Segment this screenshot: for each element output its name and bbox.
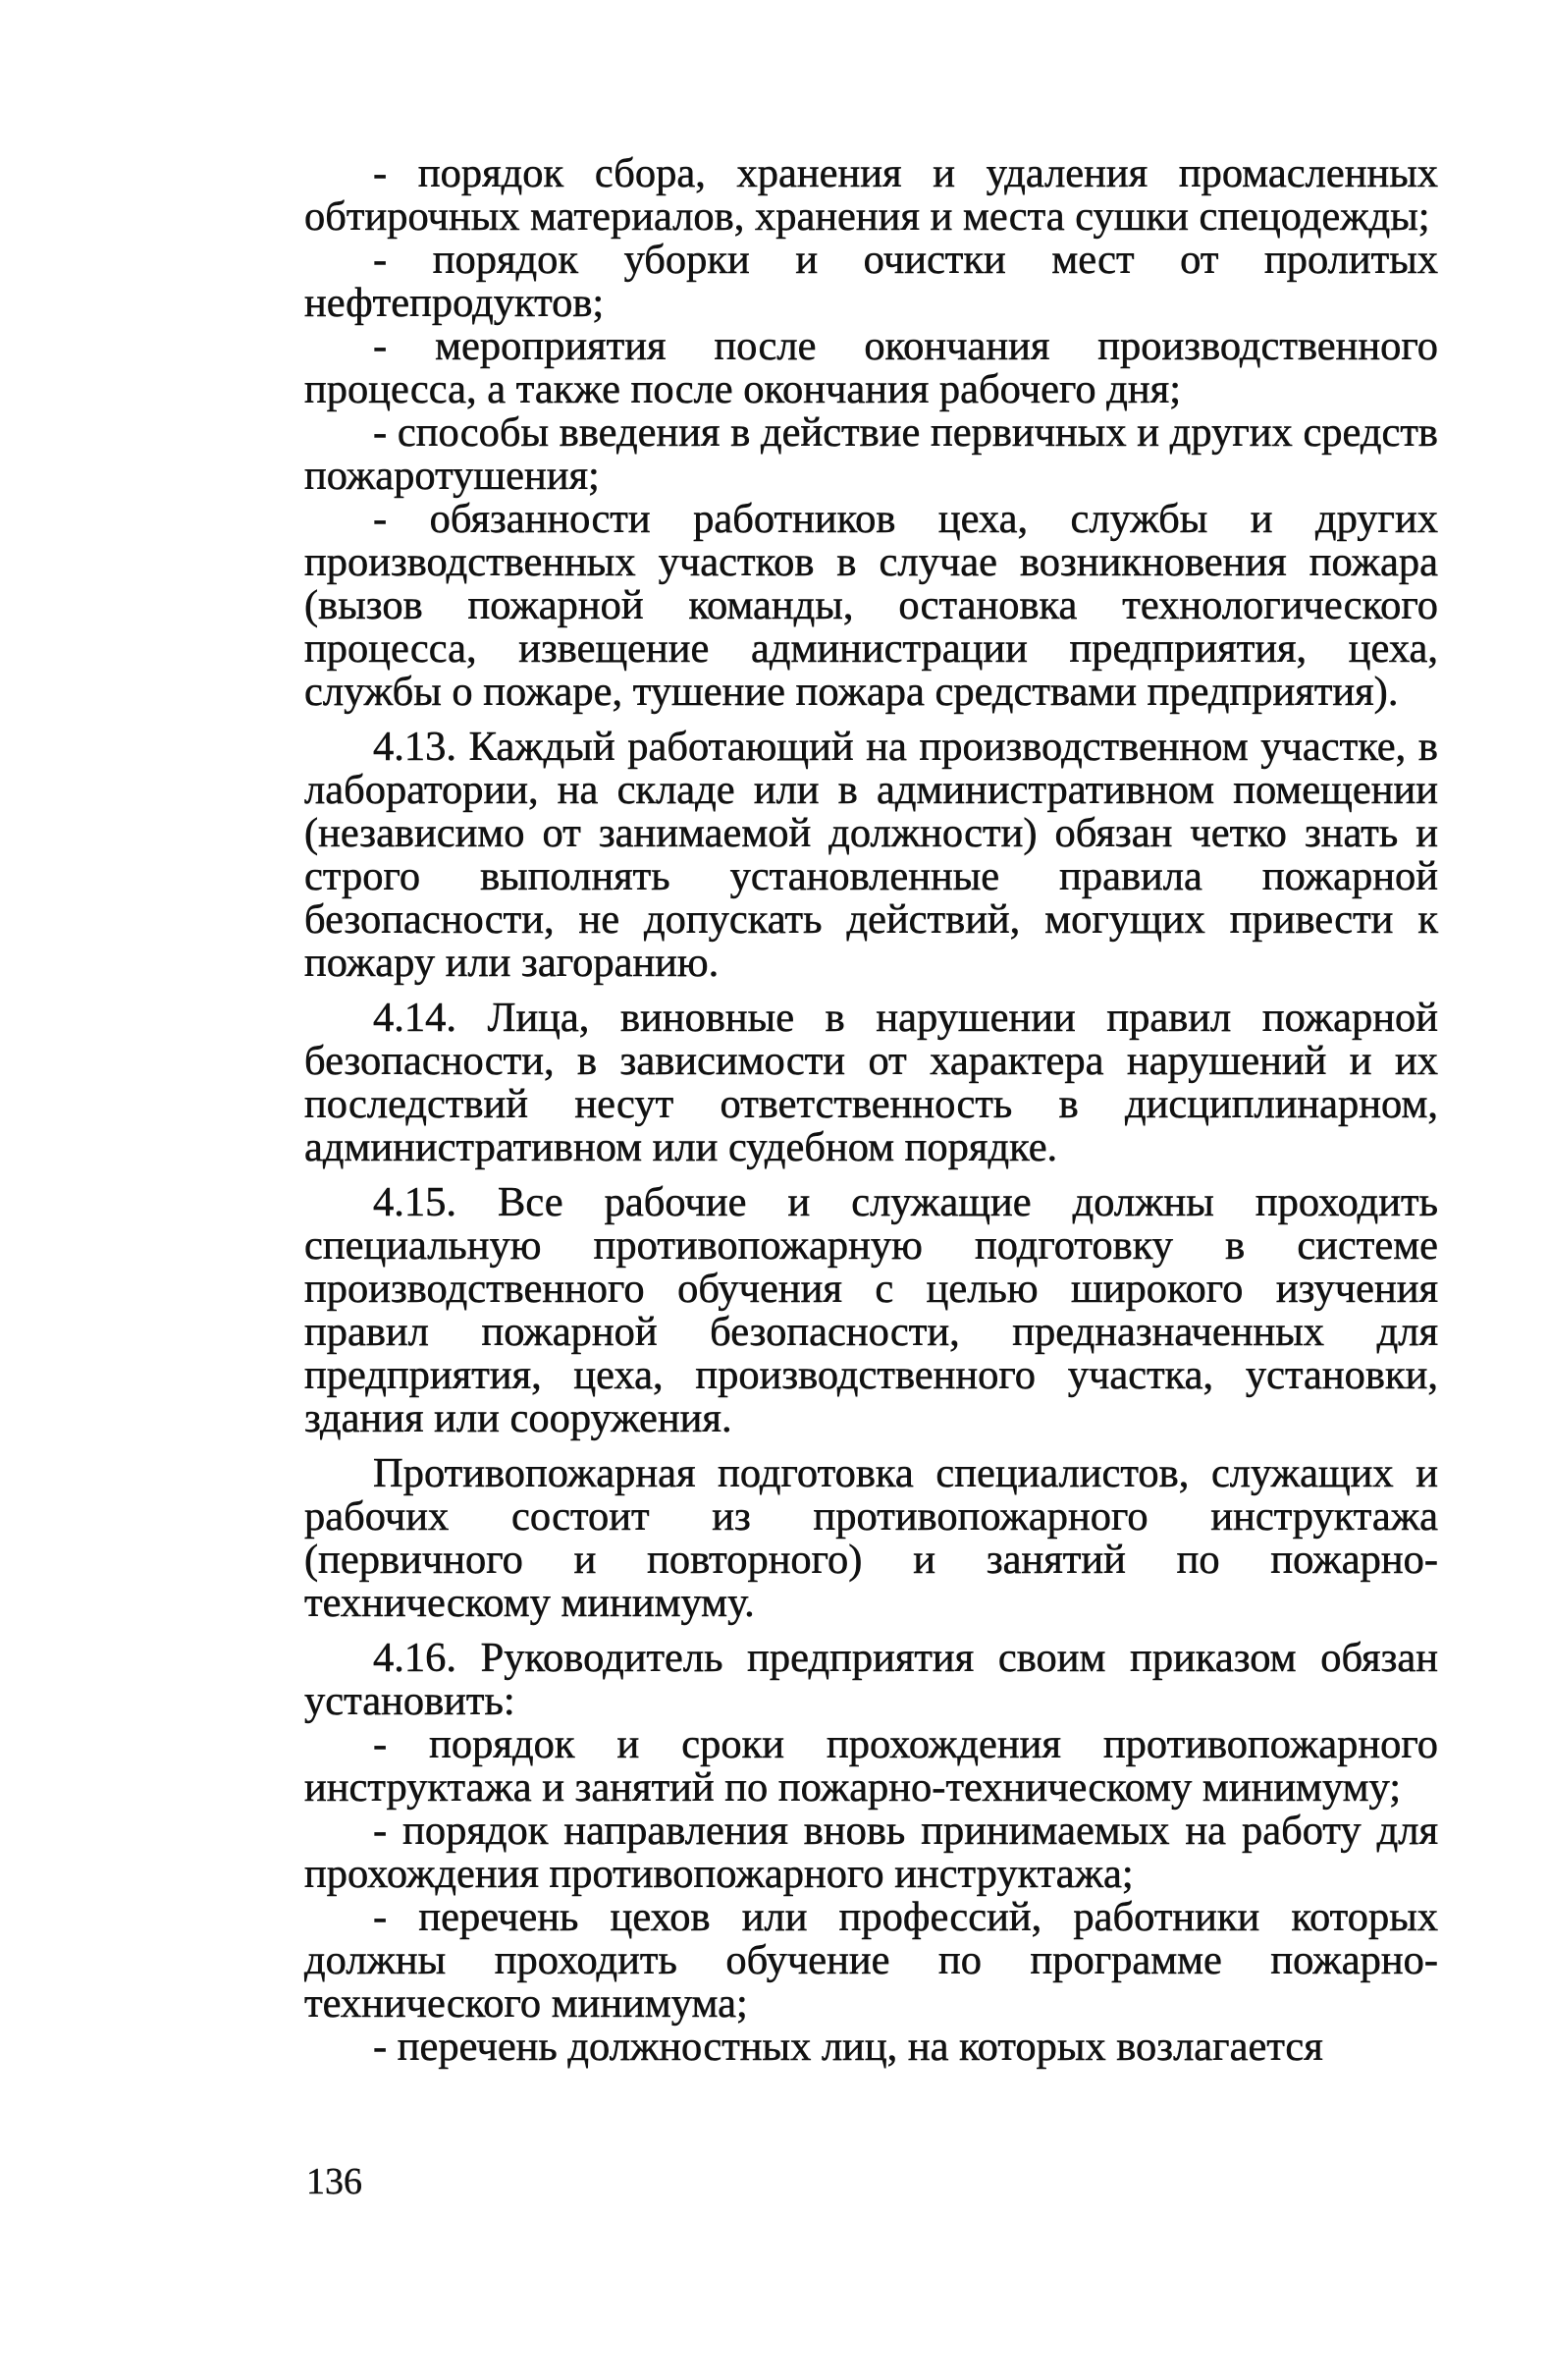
paragraph-workshop-list: - перечень цехов или профессий, работники которых должны проходить обучение по программе пожарно-технического минимума; (304, 1894, 1438, 2027)
paragraph-storage-order: - порядок сбора, хранения и удаления промасленных обтирочных материалов, хранения и места сушки спецодежды; (304, 150, 1438, 240)
paragraph-new-hire-referral: - порядок направления вновь принимаемых на работу для прохождения противопожарного инструктажа; (304, 1808, 1438, 1897)
paragraph-worker-duties: - обязанности работников цеха, службы и других производственных участков в случае возникновения пожара (вызов пожарной команды, остановка технологического процесса, извещение администрации предприятия, цеха, службы о пожаре, тушение пожара средствами предприятия). (304, 496, 1438, 715)
paragraph-4-14: 4.14. Лица, виновные в нарушении правил пожарной безопасности, в зависимости от характера нарушений и их последствий несут ответственность в дисциплинарном, административном или судебном порядке. (304, 995, 1438, 1170)
paragraph-officials-list: - перечень должностных лиц, на которых возлагается (373, 2024, 1323, 2070)
page-number: 136 (306, 2161, 362, 2202)
paragraph-4-16: 4.16. Руководитель предприятия своим приказом обязан установить: (304, 1635, 1438, 1724)
paragraph-extinguishing-means: - способы введения в действие первичных и других средств пожаротушения; (304, 409, 1438, 499)
paragraph-cleaning-order: - порядок уборки и очистки мест от пролитых нефтепродуктов; (304, 237, 1438, 326)
paragraph-fire-training: Противопожарная подготовка специалистов, служащих и рабочих состоит из противопожарного инструктажа (первичного и повторного) и занятий по пожарно-техническому минимуму. (304, 1450, 1438, 1626)
paragraph-4-13: 4.13. Каждый работающий на производственном участке, в лаборатории, на складе или в административном помещении (независимо от занимаемой должности) обязан четко знать и строго выполнять установленные правила пожарной безопасности, не допускать действий, могущих привести к пожару или загоранию. (304, 724, 1438, 986)
document-page (304, 152, 1438, 2069)
paragraph-instruction-schedule: - порядок и сроки прохождения противопожарного инструктажа и занятий по пожарно-техническому минимуму; (304, 1721, 1438, 1811)
paragraph-end-of-process: - мероприятия после окончания производственного процесса, а также после окончания рабочего дня; (304, 323, 1438, 412)
paragraph-4-15: 4.15. Все рабочие и служащие должны проходить специальную противопожарную подготовку в системе производственного обучения с целью широкого изучения правил пожарной безопасности, предназначенных для предприятия, цеха, производственного участка, установки, здания или сооружения. (304, 1179, 1438, 1441)
